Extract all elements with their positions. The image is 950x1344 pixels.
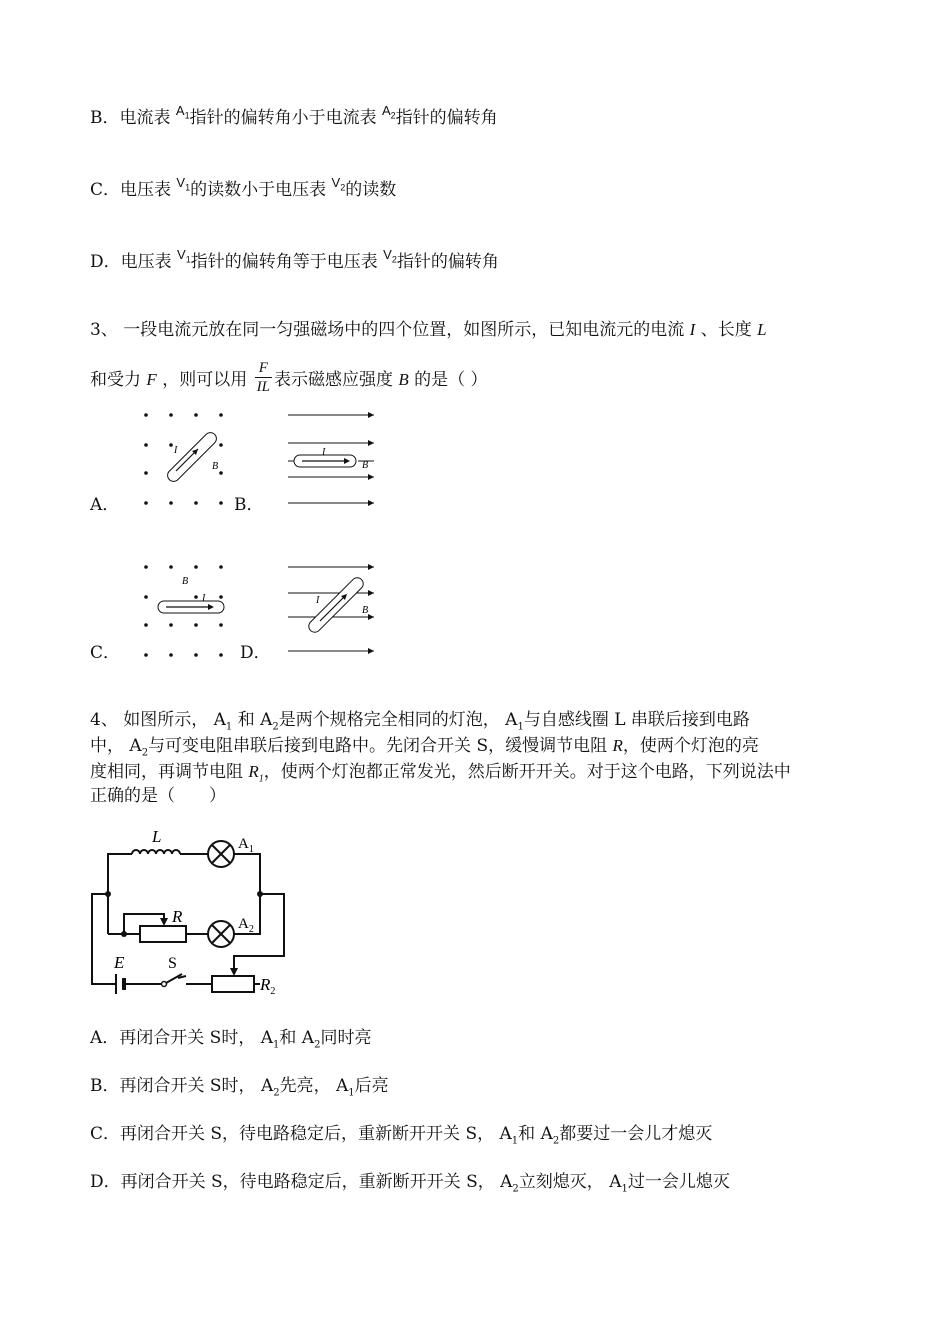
field-label-b: B [212,461,219,472]
current-label-i: I [316,595,320,606]
q4-stem-line1: 4、 如图所示， $A_1$ 和 $A_2$是两个规格完全相同的灯泡， $A_1$与自感线圈 L 串联后接到电路 [90,710,750,733]
q4-option-a: A．再闭合开关 S时， $A_1$和 $A_2$同时亮 [90,1028,372,1051]
switch-label: S [168,955,177,972]
lamp-a2-label: $A_2$ [238,916,254,935]
q4-option-b: B．再闭合开关 S时， $A_2$先亮， $A_1$后亮 [90,1076,389,1099]
inductor-label: L [152,827,162,846]
rheostat-r2-icon [212,976,254,992]
q3-figure-c [138,557,238,667]
field-arrowheads [368,412,374,506]
q3-option-a-label: A． [90,495,120,515]
battery-label: E [114,953,125,972]
q3-option-b-label: B． [234,495,264,515]
field-label-b: B [182,576,189,587]
q3-stem-line2: 和受力 F ，则可以用 $\frac{F}{IL}$ 表示磁感应强度 B 的是（ ） [90,360,488,395]
q4-circuit-diagram [88,822,298,1000]
current-label-i: I [202,593,206,604]
q3-option-c-label: C． [90,643,121,663]
current-element [165,430,219,484]
lamp-a2-icon [208,921,234,947]
q3-figure-b [286,405,386,515]
rheostat-r-label: R [172,907,183,926]
q3-figure-a [138,405,238,515]
q3-option-d-label: D． [240,643,271,663]
current-label-i: I [174,445,178,456]
ammeter-a2-symbol: A2 [382,103,396,121]
slider-arrow-icon [230,968,238,976]
q4-stem-line3: 度相同，再调节电阻 $R_1$，使两个灯泡都正常发光，然后断开开关。对于这个电路，下列说法中 [90,762,791,785]
voltmeter-v1-symbol: V1 [176,175,191,193]
ammeter-a1-symbol: A1 [175,103,190,121]
rheostat-r2-label: $R_2$ [260,975,276,997]
field-arrowheads [368,564,374,654]
q2-option-b: B．电流表 $^{A_1}$指针的偏转角小于电流表 $^{A_2}$指针的偏转角 [90,103,498,128]
q4-option-d: D．再闭合开关 S，待电路稳定后，重新断开开关 S， $A_2$立刻熄灭， $A_1$过一会儿熄灭 [90,1172,730,1195]
q4-stem-line4: 正确的是（ ） [90,786,226,806]
q2-option-d: D．电压表 $^{V_1}$指针的偏转角等于电压表 $^{V_2}$指针的偏转角 [90,247,499,272]
voltmeter-v1-symbol: V1 [177,247,191,265]
battery-icon [116,974,124,994]
q3-figure-d [286,557,386,667]
q3-stem-line1: 3、 一段电流元放在同一匀强磁场中的四个位置，如图所示，已知电流元的电流 I 、长度 L [90,320,767,340]
q2-option-c: C．电压表 $^{V_1}$的读数小于电压表 $^{V_2}$的读数 [90,175,397,200]
switch-icon [162,974,183,987]
q4-stem-line2: 中， $A_2$与可变电阻串联后接到电路中。先闭合开关 S，缓慢调节电阻 R，使两个灯泡的亮 [90,736,759,759]
lamp-a1-label: $A_1$ [238,836,254,855]
field-label-b: B [362,605,369,616]
slider-arrow-icon [160,918,168,926]
fraction-f-over-il: $\frac{F}{IL}$ [256,360,270,395]
lamp-a1-icon [208,841,234,867]
current-label-i: I [322,447,326,458]
inductor-coil-icon [132,850,180,854]
rheostat-r-icon [140,926,186,942]
voltmeter-v2-symbol: V2 [383,247,397,265]
voltmeter-v2-symbol: V2 [331,175,346,193]
field-label-b: B [362,460,369,471]
q4-option-c: C．再闭合开关 S，待电路稳定后，重新断开开关 S， $A_1$和 $A_2$都要过一会儿才熄灭 [90,1124,713,1147]
